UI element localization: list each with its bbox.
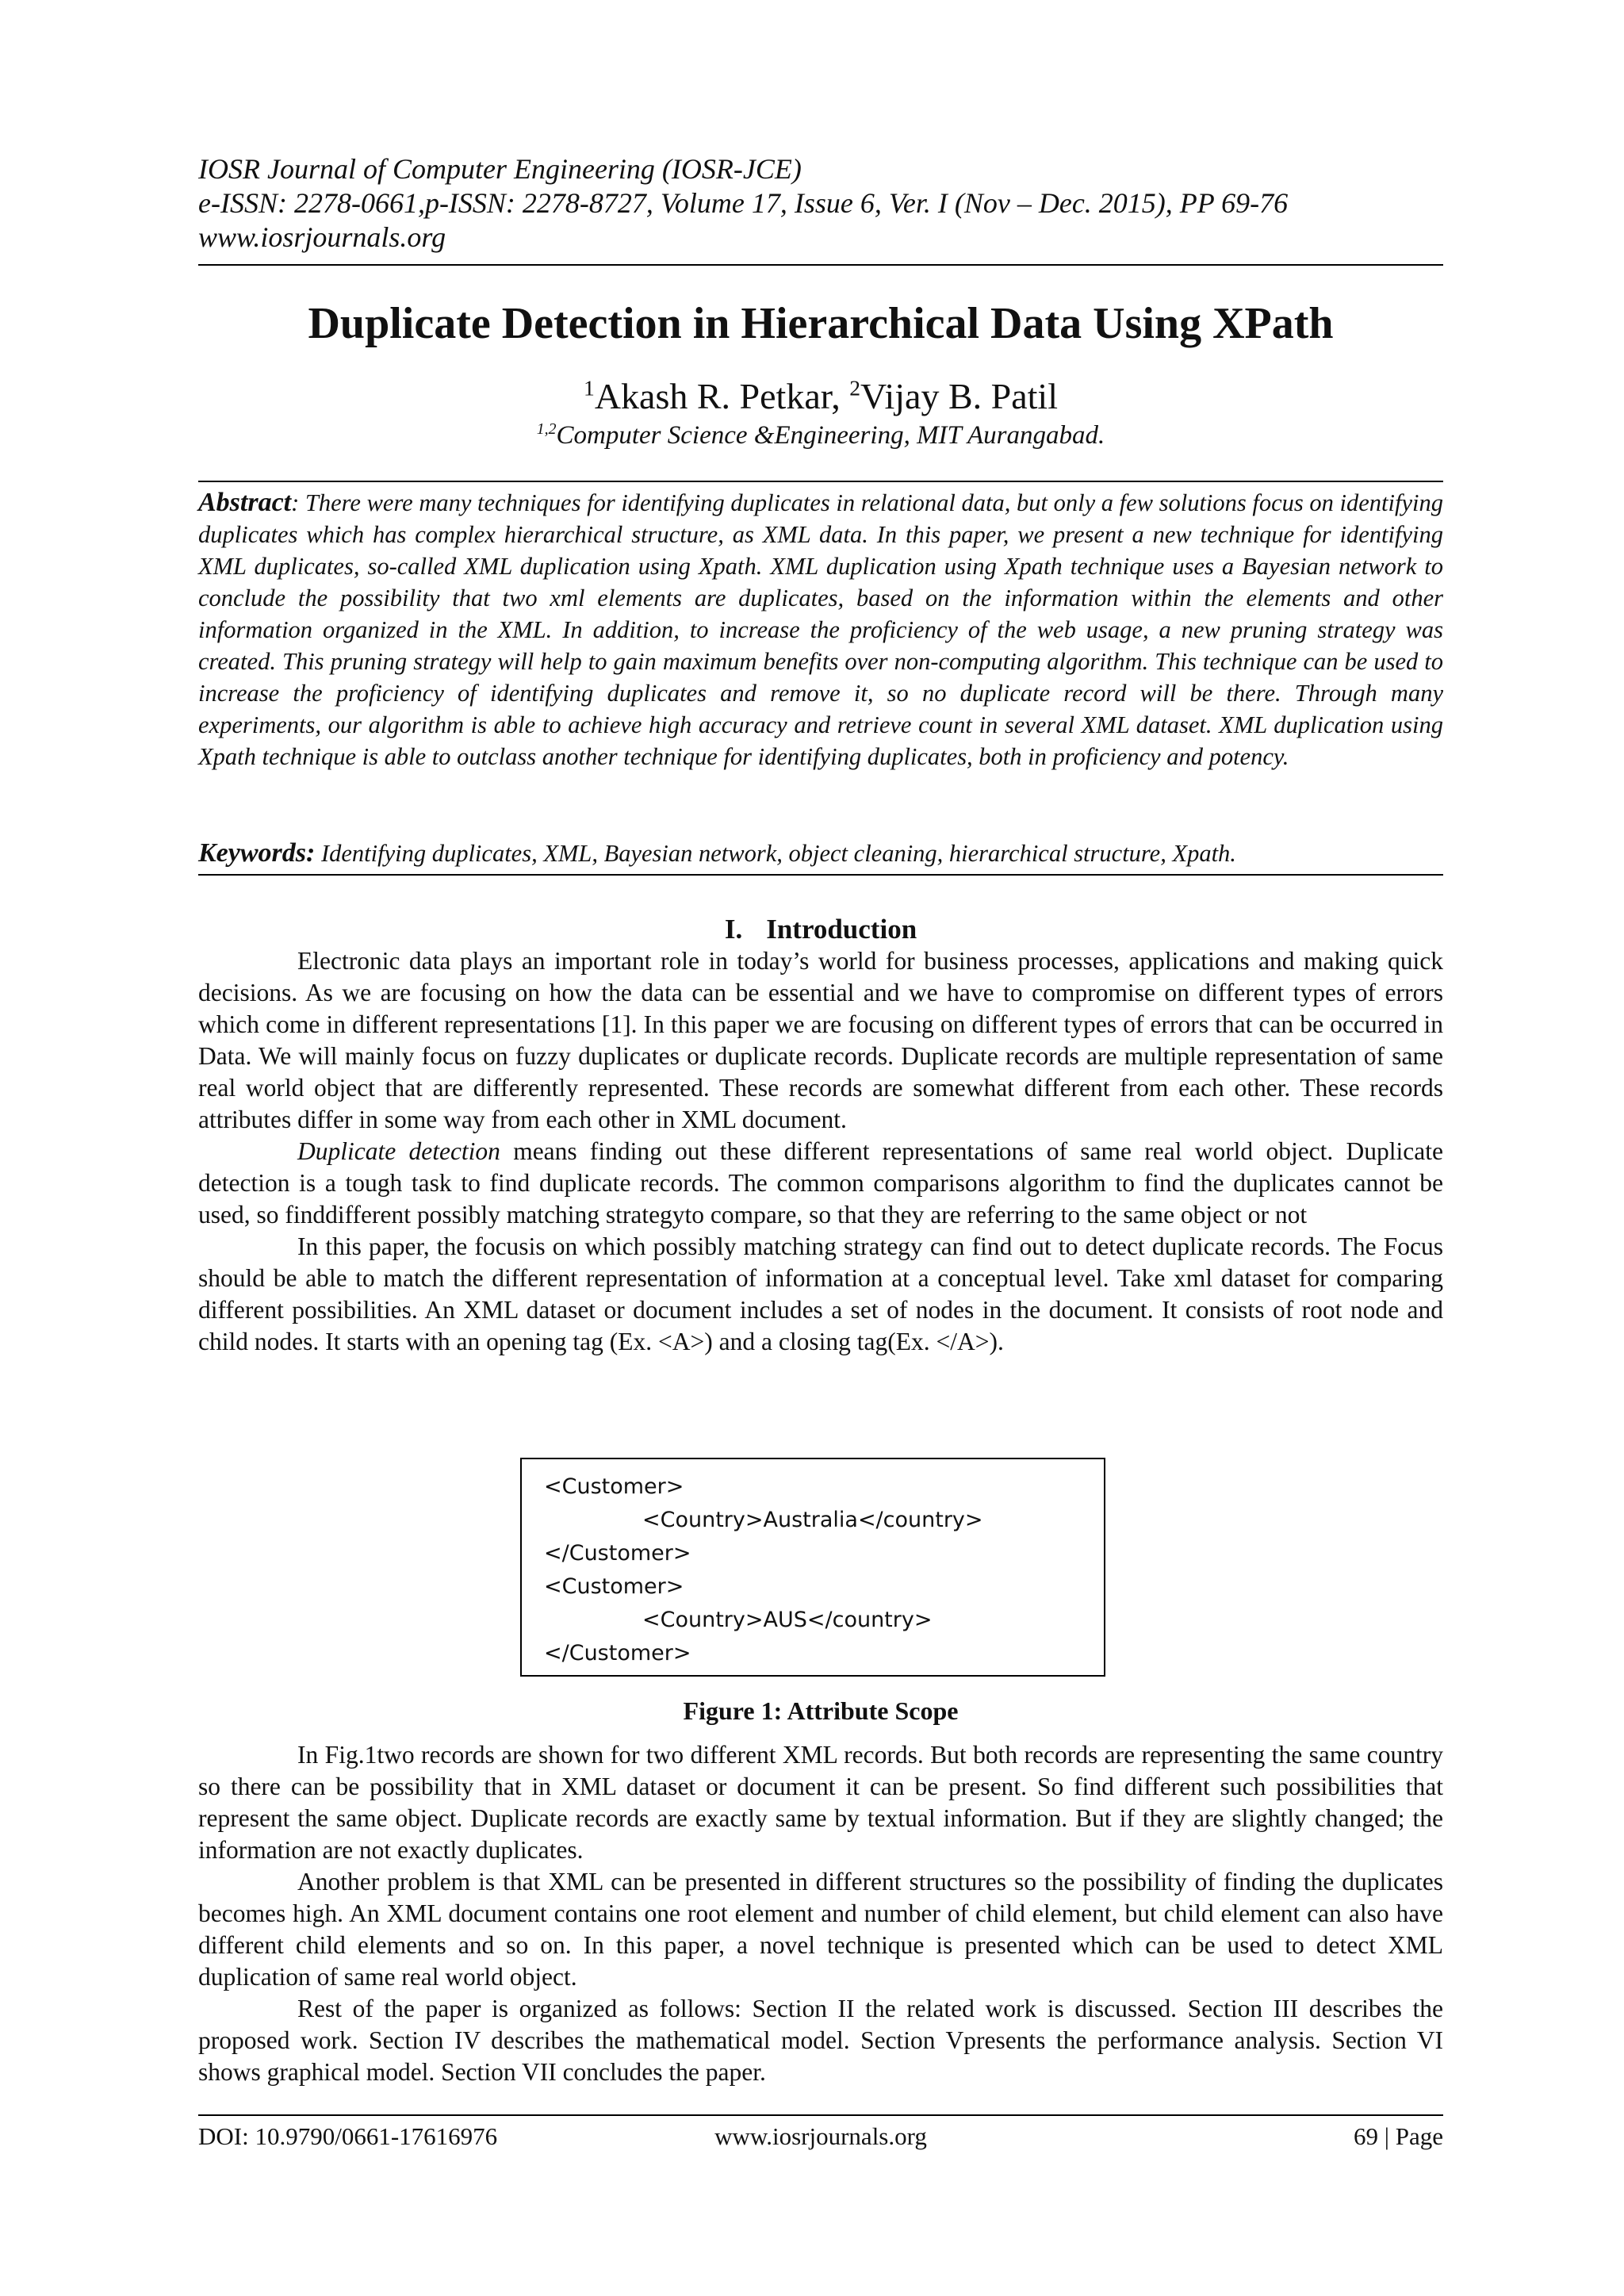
page-footer — [198, 2119, 1443, 2154]
author-1-name: Akash R. Petkar, — [594, 376, 850, 416]
affiliation-superscript: 1,2 — [536, 420, 557, 439]
header-rule — [198, 264, 1443, 266]
author-2-name: Vijay B. Patil — [860, 376, 1058, 416]
paragraph: In this paper, the focusis on which possibly matching strategy can find out to detect duplicate records. The Focus should be able to match the different representation of information at a conceptual level. Take xml dataset for comparing different possibilities. An XML dataset or document includes a set of nodes in the document. It consists of root node and child nodes. It starts with an opening tag (Ex. <A>) and a closing tag(Ex. </A>). — [198, 1232, 1443, 1355]
section-heading-introduction — [198, 912, 1443, 947]
paragraph: Electronic data plays an important role in today’s world for business processes, applications and making quick decisions. As we are focusing on how the data can be essential and we have to compromise on different types of errors which come in different representations [1]. In this paper we are focusing on different types of errors that can be occurred in Data. We will mainly focus on fuzzy duplicates or duplicate records. Duplicate records are multiple representation of same real world object that are differently represented. These records are somewhat different from each other. These records attributes differ in some way from each other in XML document. — [198, 947, 1443, 1133]
keywords — [198, 838, 1443, 869]
footer-page-number: 69 | Page — [1354, 2122, 1443, 2150]
figure-1-code-box — [520, 1458, 1105, 1677]
footer-doi: DOI: 10.9790/0661-17616976 — [198, 2122, 498, 2150]
journal-header — [198, 152, 1443, 255]
abstract-label: Abstract — [198, 488, 292, 517]
journal-issn: e-ISSN: 2278-0661,p-ISSN: 2278-8727, Volume 17, Issue 6, Ver. I (Nov – Dec. 2015), PP 69-76 — [198, 187, 1289, 219]
paragraph: In Fig.1two records are shown for two different XML records. But both records are representing the same country so there can be possibility that in XML dataset or document it can be present. So find different such possibilities that represent the same object. Duplicate records are exactly same by textual information. But if they are slightly changed; the information are not exactly duplicates. — [198, 1741, 1443, 1864]
paragraph: Rest of the paper is organized as follows: Section II the related work is discussed. Section III describes the proposed work. Section IV describes the mathematical model. Section Vpresents the performance analysis. Section VI shows graphical model. Section VII concludes the paper. — [198, 1995, 1443, 2086]
keywords-text: Identifying duplicates, XML, Bayesian network, object cleaning, hierarchical structure, Xpath. — [315, 840, 1236, 867]
keywords-label: Keywords: — [198, 838, 316, 868]
affiliation-text: Computer Science &Engineering, MIT Aurangabad. — [556, 421, 1105, 450]
paragraph — [198, 1136, 1443, 1231]
code-line: <Country>Australia</country> — [642, 1508, 983, 1532]
code-line: <Customer> — [544, 1574, 684, 1599]
journal-website: www.iosrjournals.org — [198, 221, 446, 253]
code-line: <Customer> — [544, 1474, 684, 1499]
footer-website: www.iosrjournals.org — [714, 2122, 927, 2150]
paragraph-text: means finding out these different representations of same real world object. Duplicate detection is a tough task to find duplicate records. The common comparisons algorithm to find the duplicates cannot be used, so finddifferent possibly matching strategyto compare, so that they are referring to the same object or not — [198, 1137, 1443, 1228]
section-number: I. — [724, 914, 743, 945]
code-line: </Customer> — [544, 1541, 691, 1566]
affiliation — [198, 419, 1443, 452]
introduction-body-continued — [198, 1739, 1443, 2088]
author-list — [198, 374, 1443, 419]
journal-name: IOSR Journal of Computer Engineering (IOSR-JCE) — [198, 153, 802, 185]
emphasis-term: Duplicate detection — [297, 1137, 500, 1165]
code-line: </Customer> — [544, 1641, 691, 1665]
footer-rule — [198, 2114, 1443, 2116]
paragraph: Another problem is that XML can be presented in different structures so the possibility of finding the duplicates becomes high. An XML document contains one root element and number of child element, but child element can also have different child elements and so on. In this paper, a novel technique is presented which can be used to detect XML duplication of same real world object. — [198, 1868, 1443, 1991]
author-2-superscript: 2 — [849, 375, 861, 401]
author-1-superscript: 1 — [584, 375, 595, 401]
abstract-bottom-rule — [198, 874, 1443, 876]
figure-1-caption: Figure 1: Attribute Scope — [683, 1696, 959, 1725]
paper-title: Duplicate Detection in Hierarchical Data Using XPath — [308, 299, 1334, 348]
abstract-text: : There were many techniques for identifying duplicates in relational data, but only a few solutions focus on identifying duplicates which has complex hierarchical structure, as XML data. In this paper, we present a new technique for identifying XML duplicates, so-called XML duplication using Xpath. XML duplication using Xpath technique uses a Bayesian network to conclude the possibility that two xml elements are duplicates, based on the information within the elements and other information organized in the XML. In addition, to increase the proficiency of the web usage, a new pruning strategy was created. This pruning strategy will help to gain maximum benefits over non-computing algorithm. This technique can be used to increase the proficiency of identifying duplicates and remove it, so no duplicate record will be there. Through many experiments, our algorithm is able to achieve high accuracy and retrieve count in several XML dataset. XML duplication using Xpath technique is able to outclass another technique for identifying duplicates, both in proficiency and potency. — [198, 489, 1443, 770]
code-line: <Country>AUS</country> — [642, 1608, 933, 1632]
section-title: Introduction — [766, 914, 917, 945]
abstract — [198, 487, 1443, 772]
introduction-body — [198, 945, 1443, 1358]
abstract-top-rule — [198, 481, 1443, 482]
